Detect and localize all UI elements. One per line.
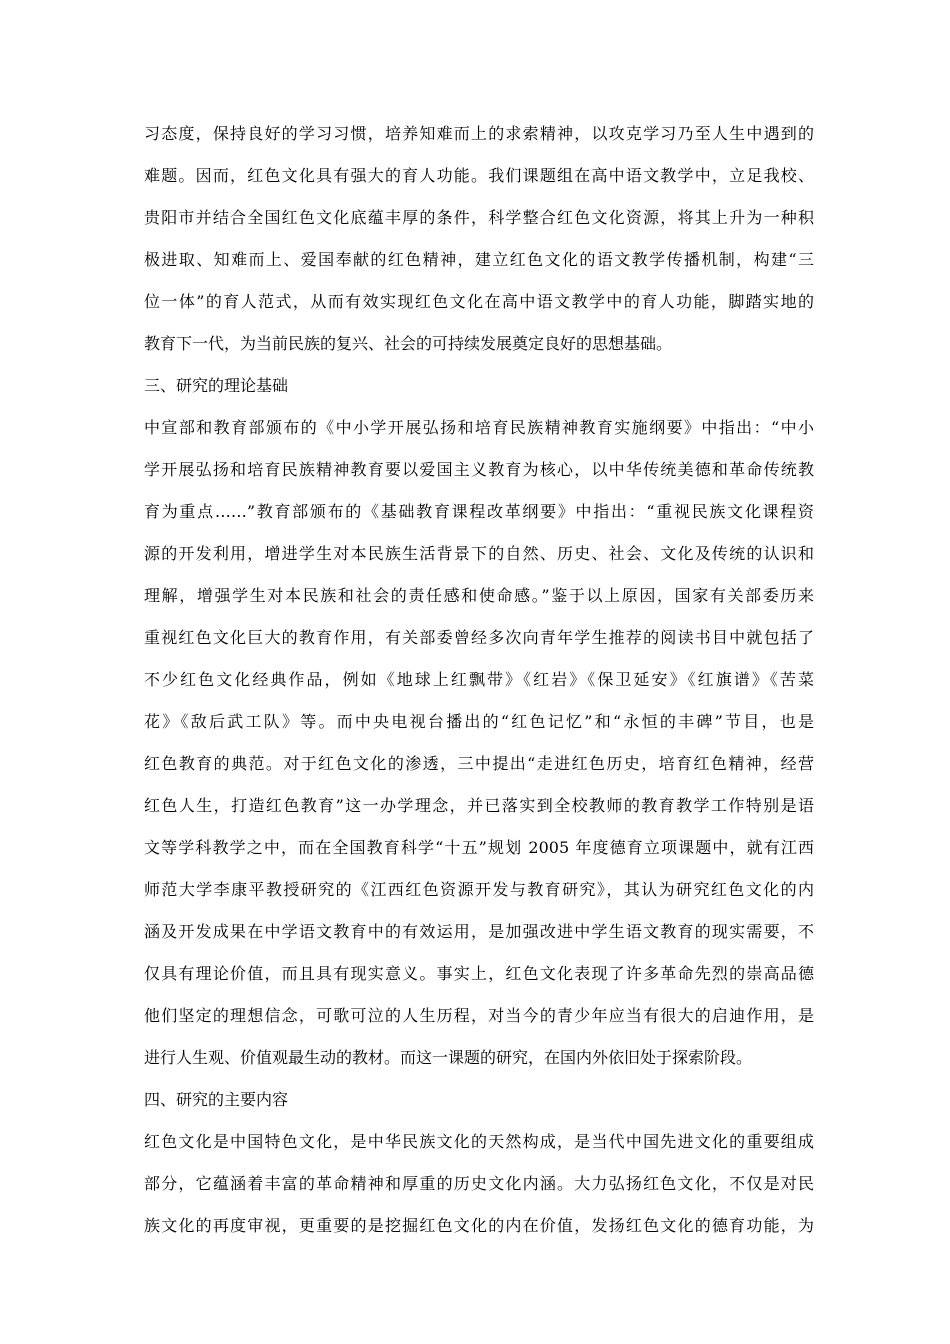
text-line: 红色教育的典范。对于红色文化的渗透，三中提出“走进红色历史，培育红色精神，经营 <box>144 754 814 773</box>
text-line: 不少红色文化经典作品，例如《地球上红飘带》《红岩》《保卫延安》《红旗谱》《苦菜 <box>144 670 814 689</box>
text-line: 育为重点……”教育部颁布的《基础教育课程改革纲要》中指出：“重视民族文化课程资 <box>144 502 814 521</box>
text-line: 位一体”的育人范式，从而有效实现红色文化在高中语文教学中的育人功能，脚踏实地的 <box>144 292 814 311</box>
text-line: 学开展弘扬和培育民族精神教育要以爱国主义教育为核心，以中华传统美德和革命传统教 <box>144 460 814 479</box>
text-line: 仅具有理论价值，而且具有现实意义。事实上，红色文化表现了许多革命先烈的崇高品德 <box>144 964 814 983</box>
text-line: 理解，增强学生对本民族和社会的责任感和使命感。”鉴于以上原因，国家有关部委历来 <box>144 586 814 605</box>
text-line: 贵阳市并结合全国红色文化底蕴丰厚的条件，科学整合红色文化资源，将其上升为一种积 <box>144 208 814 227</box>
text-line: 族文化的再度审视，更重要的是挖掘红色文化的内在价值，发扬红色文化的德育功能，为 <box>144 1216 814 1235</box>
text-line: 师范大学李康平教授研究的《江西红色资源开发与教育研究》，其认为研究红色文化的内 <box>144 880 814 899</box>
text-line: 重视红色文化巨大的教育作用，有关部委曾经多次向青年学生推荐的阅读书目中就包括了 <box>144 628 814 647</box>
text-line: 红色人生，打造红色教育”这一办学理念，并已落实到全校教师的教育教学工作特别是语 <box>144 796 814 815</box>
text-line: 红色文化是中国特色文化，是中华民族文化的天然构成，是当代中国先进文化的重要组成 <box>144 1132 814 1151</box>
text-line: 涵及开发成果在中学语文教育中的有效运用，是加强改进中学生语文教育的现实需要，不 <box>144 922 814 941</box>
text-line: 他们坚定的理想信念，可歌可泣的人生历程，对当今的青少年应当有很大的启迪作用，是 <box>144 1006 814 1025</box>
document-body <box>144 113 814 1247</box>
text-line: 四、研究的主要内容 <box>144 1090 289 1109</box>
text-line: 文等学科教学之中，而在全国教育科学“十五”规划 2005 年度德育立项课题中，就有江西 <box>144 838 814 857</box>
text-line: 极进取、知难而上、爱国奉献的红色精神，建立红色文化的语文教学传播机制，构建“三 <box>144 250 814 269</box>
text-line: 源的开发利用，增进学生对本民族生活背景下的自然、历史、社会、文化及传统的认识和 <box>144 544 814 563</box>
text-line: 进行人生观、价值观最生动的教材。而这一课题的研究，在国内外依旧处于探索阶段。 <box>144 1048 753 1067</box>
text-line: 难题。因而，红色文化具有强大的育人功能。我们课题组在高中语文教学中，立足我校、 <box>144 166 814 185</box>
text-line: 中宣部和教育部颁布的《中小学开展弘扬和培育民族精神教育实施纲要》中指出：“中小 <box>144 418 814 437</box>
text-line: 三、研究的理论基础 <box>144 376 289 395</box>
text-line: 教育下一代，为当前民族的复兴、社会的可持续发展奠定良好的思想基础。 <box>144 334 673 353</box>
text-line: 习态度，保持良好的学习习惯，培养知难而上的求索精神，以攻克学习乃至人生中遇到的 <box>144 124 814 143</box>
text-line: 花》《敌后武工队》等。而中央电视台播出的“红色记忆”和“永恒的丰碑”节目，也是 <box>144 712 814 731</box>
text-line: 部分，它蕴涵着丰富的革命精神和厚重的历史文化内涵。大力弘扬红色文化，不仅是对民 <box>144 1174 814 1193</box>
